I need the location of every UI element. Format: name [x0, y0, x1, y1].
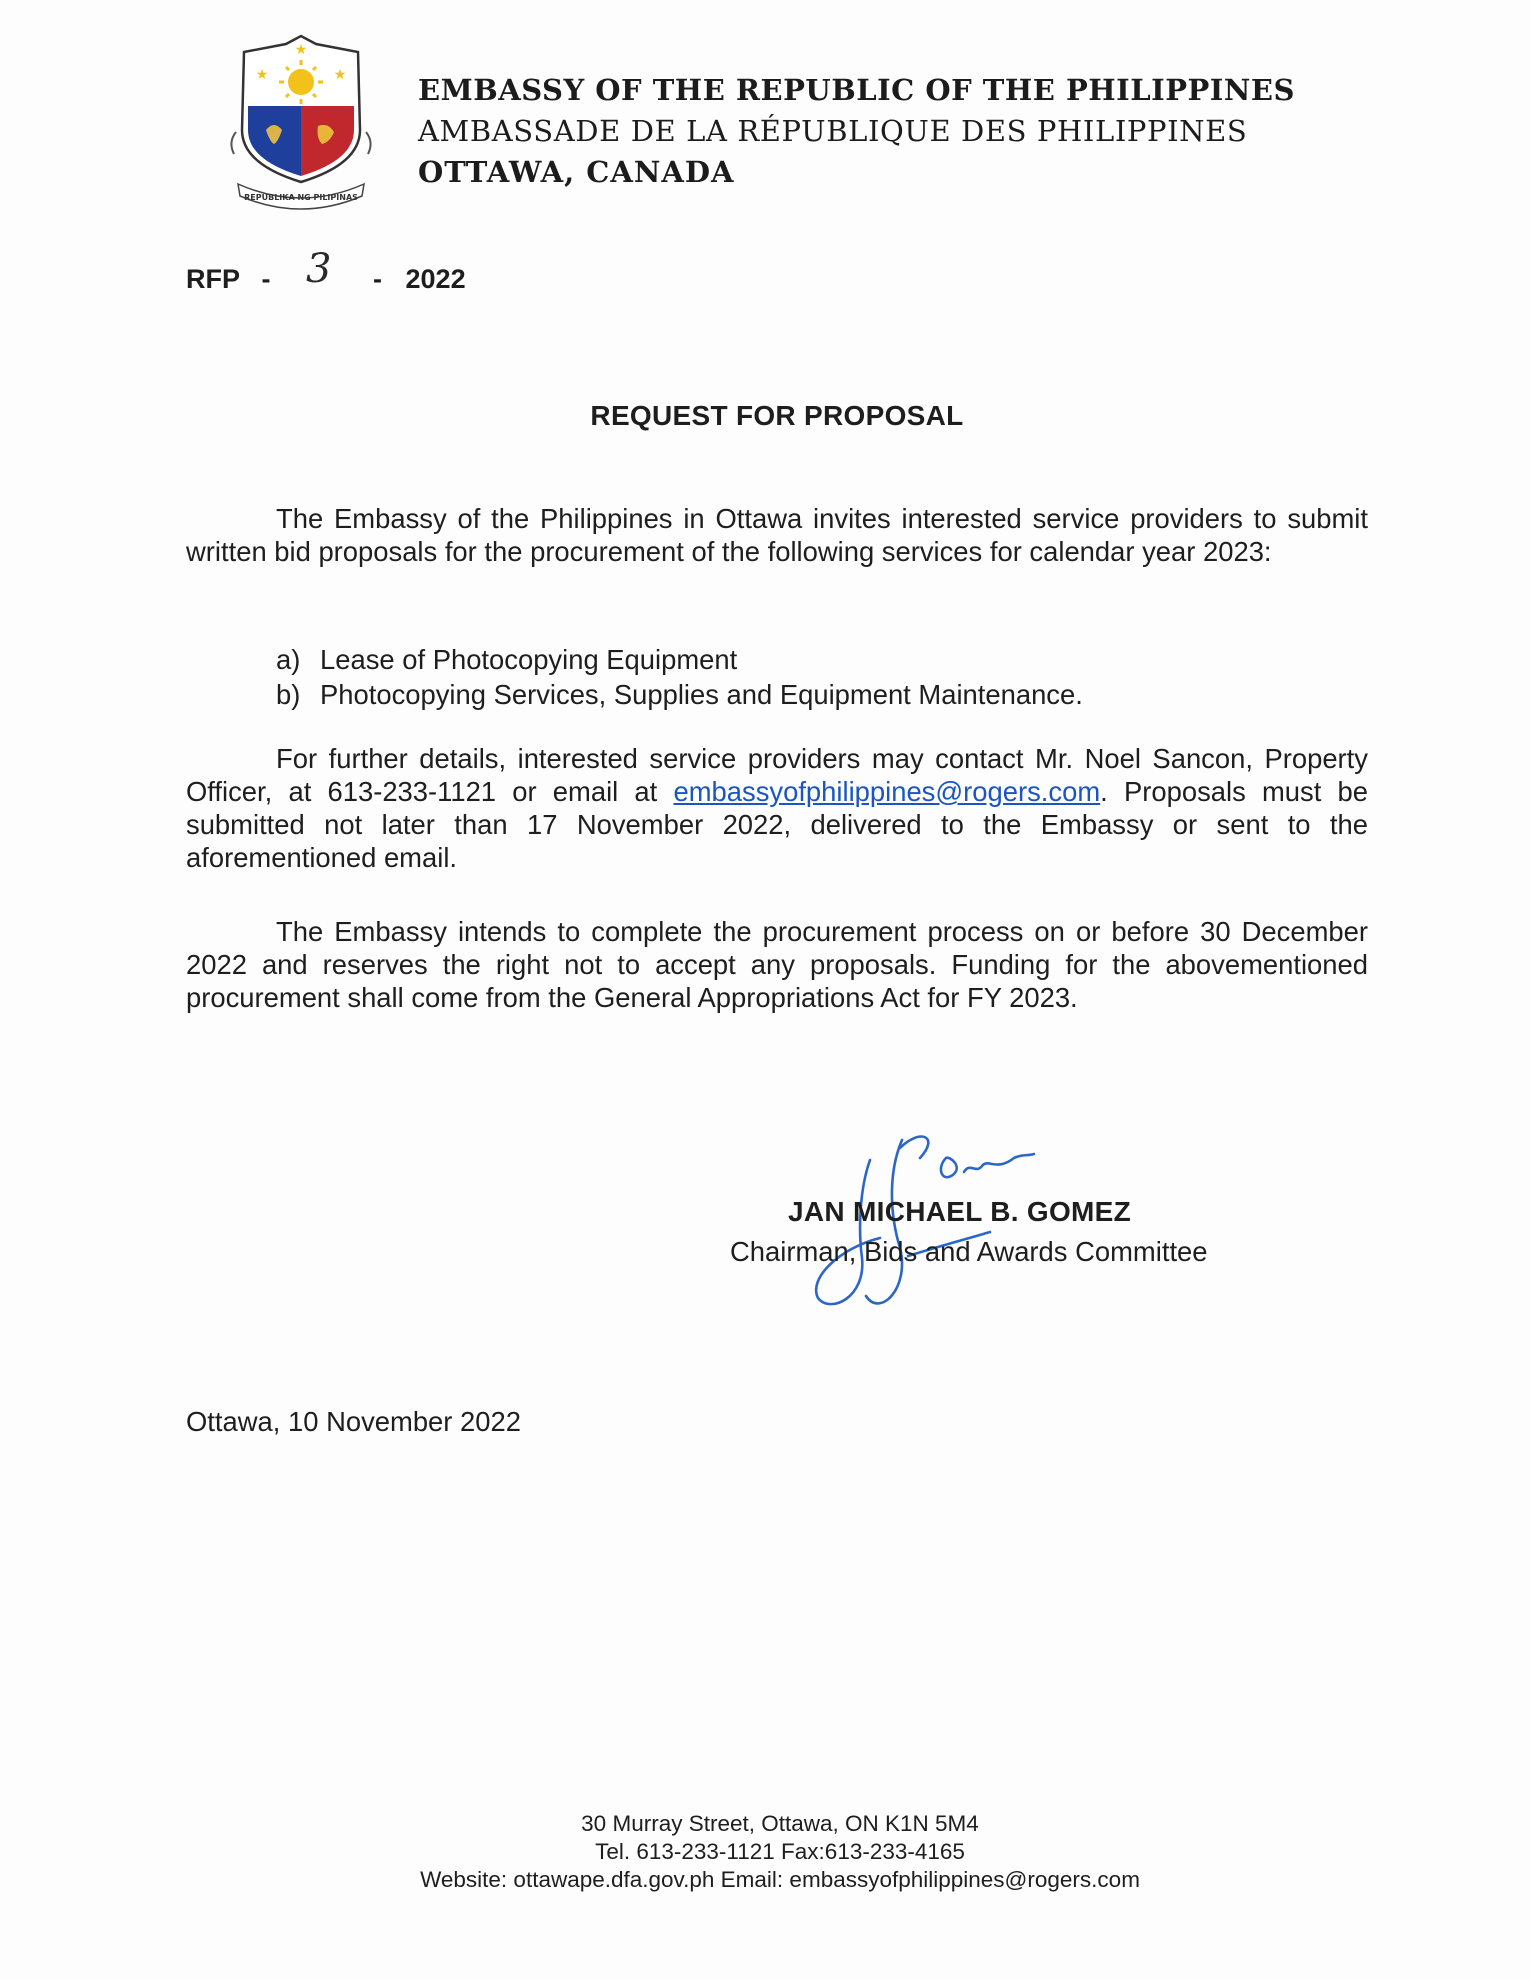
paragraph-contact-text: For further details, interested service providers may contact Mr. Noel Sancon, Property Officer, at 613-233-1121 or email at: [186, 743, 1368, 807]
list-marker: b): [276, 679, 301, 710]
footer-address: 30 Murray Street, Ottawa, ON K1N 5M4: [581, 1811, 979, 1836]
list-item-text: Lease of Photocopying Equipment: [320, 644, 738, 675]
paragraph-contact: [186, 742, 1368, 874]
list-marker: a): [276, 644, 301, 675]
svg-text:★: ★: [255, 67, 269, 83]
letterhead-city: OTTAWA, CANADA: [418, 155, 735, 189]
footer-phone: Tel. 613-233-1121 Fax:613-233-4165: [595, 1839, 965, 1864]
list-item: [276, 677, 1083, 712]
paragraph-procurement-text: The Embassy intends to complete the procurement process on or before 30 December 2022 and reserves the right not to accept any proposals. Funding for the abovementioned procurement shall come from the General Appropriations Act for FY 2023.: [186, 916, 1368, 1013]
rfp-separator: -: [261, 264, 271, 294]
paragraph-invitation-text: The Embassy of the Philippines in Ottawa invites interested service providers to submit written bid proposals for the procurement of the following services for calendar year 2023:: [186, 503, 1368, 567]
document-title: REQUEST FOR PROPOSAL: [590, 400, 964, 431]
svg-text:★: ★: [333, 67, 347, 83]
list-item-text: Photocopying Services, Supplies and Equipment Maintenance.: [320, 679, 1083, 710]
letterhead: [418, 70, 1295, 192]
document-date: Ottawa, 10 November 2022: [186, 1406, 521, 1437]
footer-web: Website: ottawape.dfa.gov.ph Email: embassyofphilippines@rogers.com: [420, 1867, 1140, 1892]
rfp-year: 2022: [405, 264, 466, 294]
paragraph-invitation: [186, 502, 1368, 568]
rfp-handwritten-number: 3: [306, 246, 332, 292]
signatory-name: JAN MICHAEL B. GOMEZ: [788, 1196, 1132, 1227]
paragraph-contact-deadline: . Proposals must be submitted not later than 17 November 2022, delivered to the Embassy or sent to the aforementioned email.: [186, 776, 1368, 873]
rfp-prefix: RFP: [186, 264, 240, 294]
letterhead-french: AMBASSADE DE LA RÉPUBLIQUE DES PHILIPPINES: [418, 114, 1248, 148]
list-item: [276, 642, 1083, 677]
svg-text:★: ★: [294, 42, 308, 58]
paragraph-procurement: [186, 915, 1368, 1014]
signatory-title: Chairman, Bids and Awards Committee: [730, 1236, 1208, 1267]
philippine-coat-of-arms-icon: [226, 34, 376, 216]
email-link[interactable]: embassyofphilippines@rogers.com: [673, 776, 1101, 807]
rfp-number: [186, 246, 466, 298]
seal-ribbon-text: REPUBLIKA NG PILIPINAS: [244, 193, 358, 202]
letterhead-english: EMBASSY OF THE REPUBLIC OF THE PHILIPPINES: [418, 73, 1295, 107]
rfp-separator: -: [373, 264, 382, 294]
footer: [0, 1810, 1530, 1894]
services-list: [276, 642, 1083, 712]
